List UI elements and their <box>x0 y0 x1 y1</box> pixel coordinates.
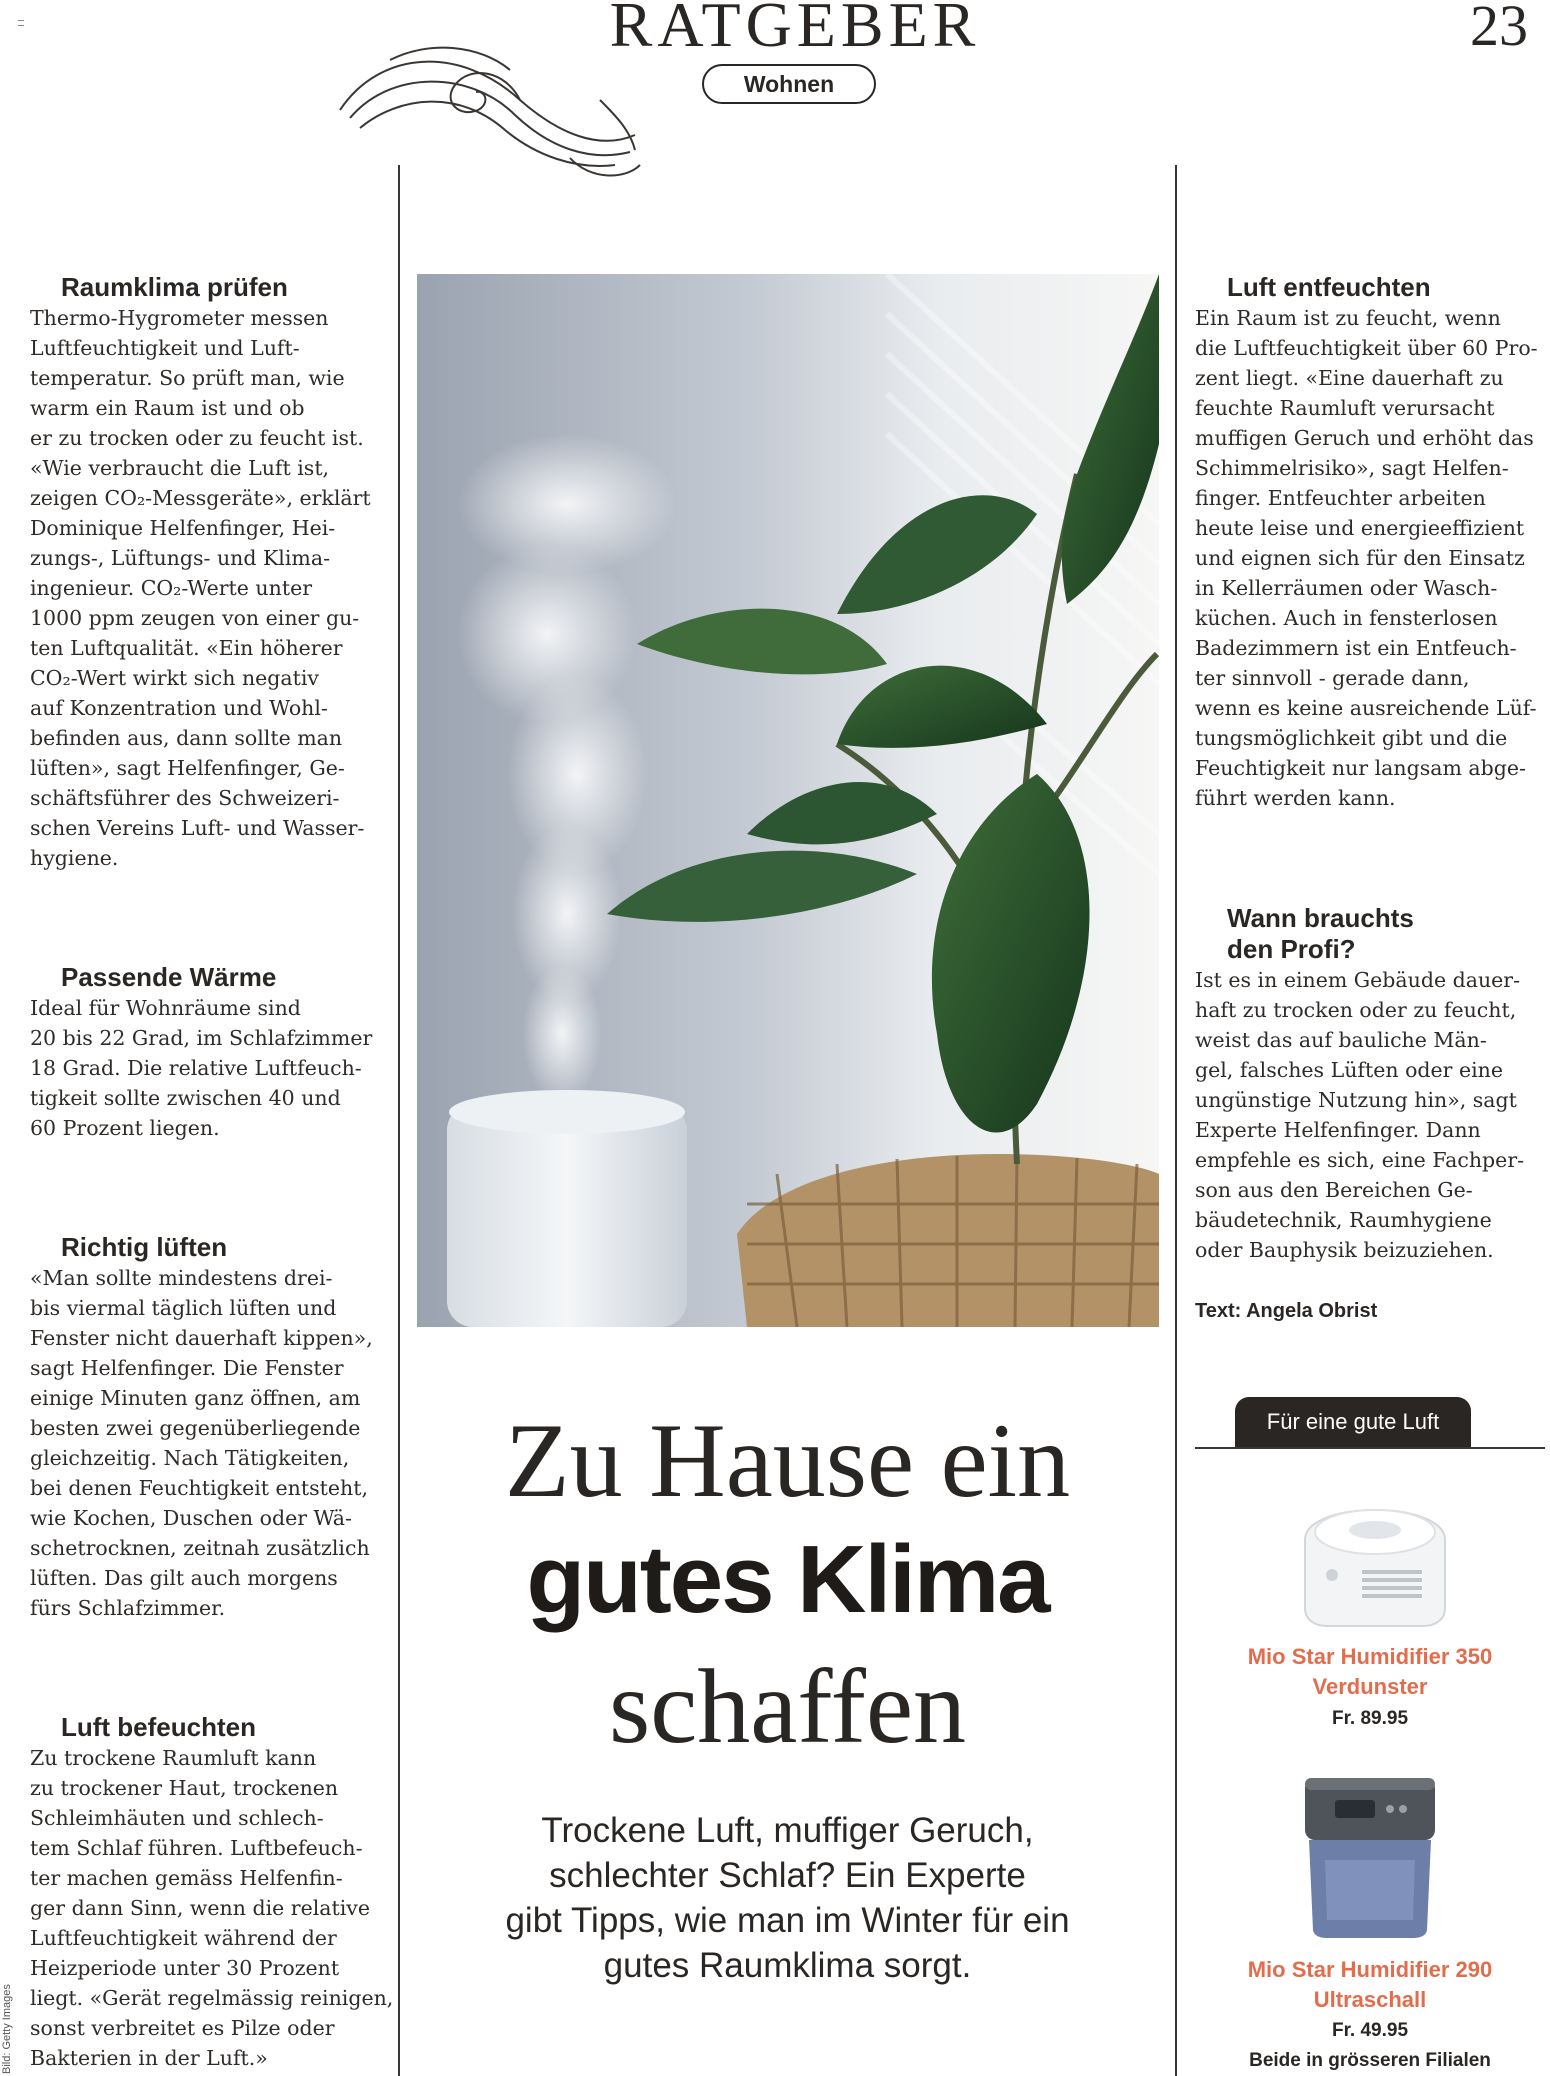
headline-line-2: gutes Klima <box>526 1526 1049 1633</box>
section-body: Thermo-Hygrometer messen Luftfeuchtigkeit und Luft- temperatur. So prüft man, wie warm ein Raum ist und ob er zu trocken oder zu feucht ist. «Wie verbraucht die Luft ist, zeigen CO₂-Messgeräte», erklärt Dominique Helfenfinger, Hei- zungs-, Lüftungs- und Klima- ingenieur. CO₂-Werte unter 1000 ppm zeugen von einer gu- ten Luftqualität. «Ein höherer CO₂-Wert wirkt sich negativ auf Konzentration und Wohl- befinden aus, dann sollte man lüften», sagt Helfenfinger, Ge- schäftsführer des Schweizeri- schen Vereins Luft- und Wasser- hygiene. <box>30 306 371 870</box>
section-body: Ein Raum ist zu feucht, wenn die Luftfeuchtigkeit über 60 Pro- zent liegt. «Eine dauerhaft zu feuchte Raumluft verursacht muffigen Geruch und erhöht das Schimmelrisiko», sagt Helfen- finger. Entfeuchter arbeiten heute leise und energieeffizient und eignen sich für den Einsatz in Kellerräumen oder Wasch- küchen. Auch in fensterlosen Badezimmern ist ein Entfeuch- ter sinnvoll - gerade dann, wenn es keine ausreichende Lüf- tungsmöglichkeit gibt und die Feuchtigkeit nur langsam abge- führt werden kann. <box>1195 306 1538 810</box>
section-heading: Raumklima prüfen <box>61 272 288 302</box>
column-divider-right <box>1175 165 1177 2076</box>
corner-mark <box>18 20 24 26</box>
article-section-waerme <box>30 962 390 1143</box>
product-name-2: Mio Star Humidifier 290 Ultraschall <box>1247 1957 1493 2012</box>
section-body: Ist es in einem Gebäude dauer- haft zu trocken oder zu feucht, weist das auf bauliche Män- gel, falsches Lüften oder eine ungünstige Nutzung hin», sagt Experte Helfenfinger. Dann empfehle es sich, eine Fachper- son aus den Bereichen Ge- bäudetechnik, Raumhygiene oder Bauphysik beizuziehen. <box>1195 968 1525 1262</box>
section-heading: Luft entfeuchten <box>1227 272 1431 302</box>
hero-photo-humidifier-plant <box>417 274 1159 1327</box>
section-title: RATGEBER <box>609 0 981 60</box>
product-price-2: Fr. 49.95 <box>1331 2020 1409 2041</box>
section-heading: Passende Wärme <box>61 962 277 992</box>
headline-line-1: Zu Hause ein <box>504 1402 1071 1519</box>
headline-line-3: schaffen <box>608 1648 967 1765</box>
product-image-humidifier-290 <box>1295 1770 1445 1940</box>
article-section-profi <box>1195 903 1545 1265</box>
category-pill: Wohnen <box>702 64 876 104</box>
section-heading: Richtig lüften <box>61 1232 228 1262</box>
lead-paragraph: Trockene Luft, muffiger Geruch, schlechter Schlaf? Ein Experte gibt Tipps, wie man im Winter für ein gutes Raumklima sorgt. <box>505 1811 1070 1985</box>
article-section-lueften <box>30 1232 390 1623</box>
section-body: «Man sollte mindestens drei- bis viermal täglich lüften und Fenster nicht dauerhaft kippen», sagt Helfenfinger. Die Fenster einige Minuten ganz öffnen, am besten zwei gegenüberliegende gleichzeitig. Nach Tätigkeiten, bei denen Feuchtigkeit entsteht, wie Kochen, Duschen oder Wä- schetrocknen, zeitnah zusätzlich lüften. Das gilt auch morgens fürs Schlafzimmer. <box>30 1266 373 1620</box>
product-image-humidifier-350 <box>1290 1480 1460 1630</box>
photo-credit: Bild: Getty Images <box>1 1984 13 2074</box>
article-section-befeuchten <box>30 1712 394 2073</box>
product-box-tab: Für eine gute Luft <box>1235 1397 1471 1447</box>
article-section-entfeuchten <box>1195 272 1545 813</box>
section-body: Zu trockene Raumluft kann zu trockener Haut, trockenen Schleimhäuten und schlech- tem Schlaf führen. Luftbefeuch- ter machen gemäss Helfenfin- ger dann Sinn, wenn die relative Luftfeuchtigkeit während der Heizperiode unter 30 Prozent liegt. «Gerät regelmässig reinigen, sonst verbreitet es Pilze oder Bakterien in der Luft.» <box>30 1746 394 2070</box>
product-price-1: Fr. 89.95 <box>1331 1708 1409 1729</box>
section-heading: Wann brauchts den Profi? <box>1227 903 1414 964</box>
article-section-raumklima <box>30 272 390 873</box>
product-box-rule <box>1195 1447 1545 1449</box>
page-number: 23 <box>1470 0 1528 58</box>
author-byline: Text: Angela Obrist <box>1195 1300 1378 1322</box>
availability-note: Beide in grösseren Filialen <box>1249 2050 1491 2071</box>
section-heading: Luft befeuchten <box>61 1712 256 1742</box>
page-header <box>0 0 1550 180</box>
ornament-swirl <box>330 40 650 190</box>
section-body: Ideal für Wohnräume sind 20 bis 22 Grad, im Schlafzimmer 18 Grad. Die relative Luftfeuch- tigkeit sollte zwischen 40 und 60 Prozent liegen. <box>30 996 373 1140</box>
product-name-1: Mio Star Humidifier 350 Verdunster <box>1247 1644 1493 1699</box>
column-divider-left <box>398 165 400 2076</box>
